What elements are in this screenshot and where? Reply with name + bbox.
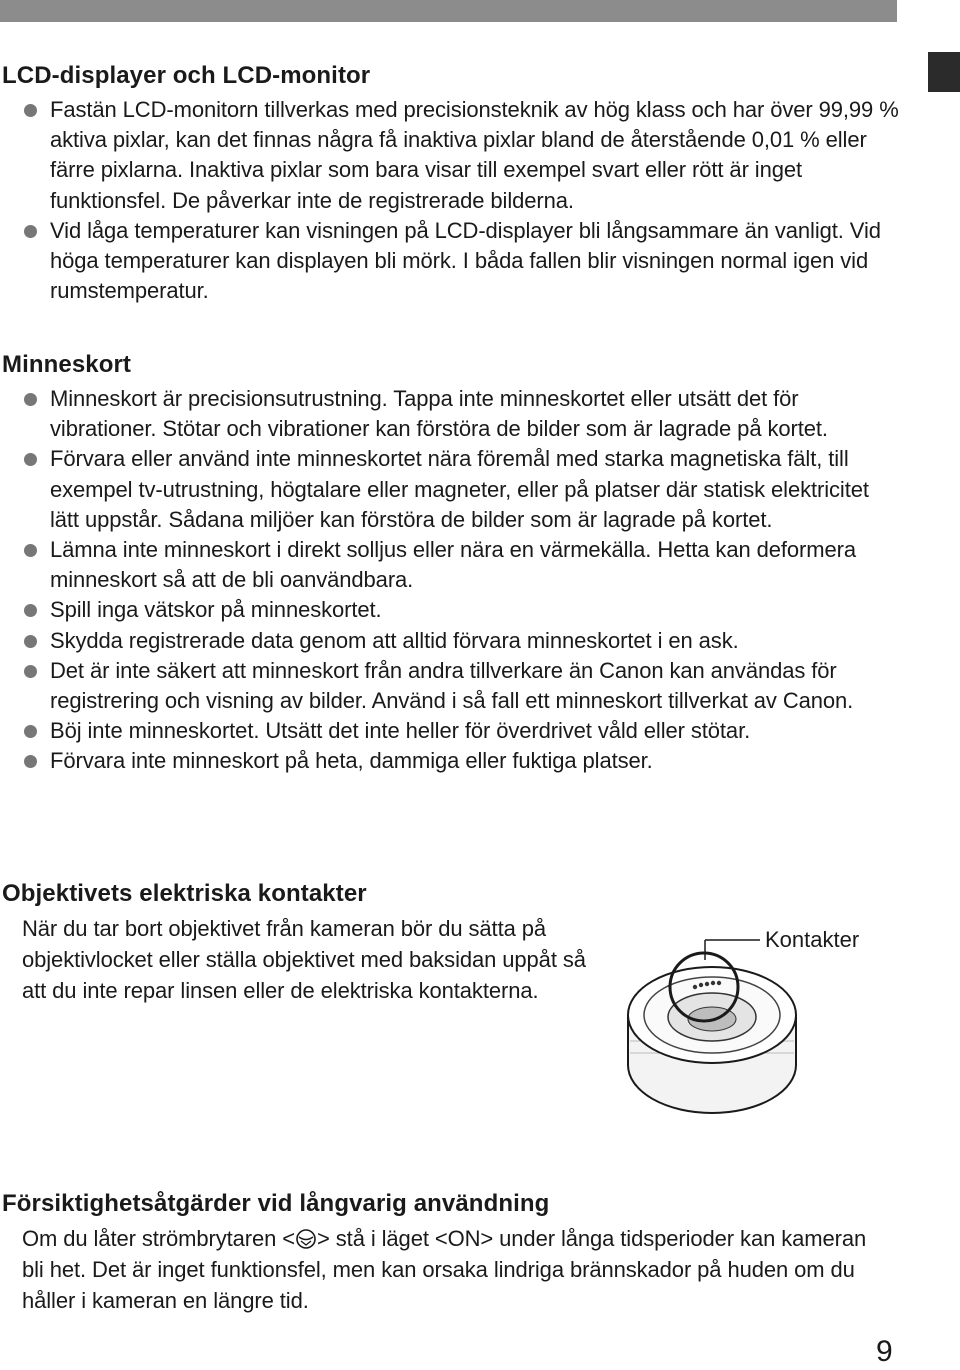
- bullet-icon: [24, 544, 37, 557]
- bullet-icon: [24, 104, 37, 117]
- long-use-paragraph: Om du låter strömbrytaren < > stå i läget <ON> under långa tidsperioder kan kameran bli het. Det är inget funktionsfel, men kan orsaka lindriga brännskador på huden om du håller i kameran en längre tid.: [22, 1226, 867, 1313]
- bullet-icon: [24, 453, 37, 466]
- bullet-icon: [24, 755, 37, 768]
- list-item: Förvara inte minneskort på heta, dammiga eller fuktiga platser.: [0, 746, 900, 776]
- bullet-icon: [24, 665, 37, 678]
- list-item: Förvara eller använd inte minneskortet nära föremål med starka magnetiska fält, till exempel tv-utrustning, högtalare eller magneter, eller på platser där statisk elektricitet lätt uppstår. Sådana miljöer kan förstöra de bilder som är lagrade på kortet.: [0, 444, 900, 535]
- list-item: Böj inte minneskortet. Utsätt det inte heller för överdrivet våld eller stötar.: [0, 716, 900, 746]
- section-title-lcd: LCD-displayer och LCD-monitor: [2, 62, 371, 89]
- memory-bullet-list: [0, 384, 900, 777]
- bullet-icon: [24, 604, 37, 617]
- bullet-icon: [24, 635, 37, 648]
- list-item: Minneskort är precisionsutrustning. Tappa inte minneskortet eller utsätt det för vibrationer. Stötar och vibrationer kan förstöra de bilder som är lagrade på kortet.: [0, 384, 900, 444]
- bullet-icon: [24, 393, 37, 406]
- bullet-icon: [24, 225, 37, 238]
- figure-label-contacts: Kontakter: [765, 927, 860, 952]
- header-bar: [0, 0, 897, 22]
- chapter-tab: [928, 52, 960, 92]
- list-item: Fastän LCD-monitorn tillverkas med precisionsteknik av hög klass och har över 99,99 % aktiva pixlar, kan det finnas några få inaktiva pixlar bland de återstående 0,01 % eller färre pixlarna. Inaktiva pixlar som bara visar till exempel svart eller rött är inget funktionsfel. De påverkar inte de registrerade bilderna.: [0, 95, 900, 216]
- lens-illustration: [600, 915, 930, 1115]
- list-item: Lämna inte minneskort i direkt solljus eller nära en värmekälla. Hetta kan deformera minneskort så att de bli oanvändbara.: [0, 535, 900, 595]
- section-title-lens: Objektivets elektriska kontakter: [2, 880, 367, 907]
- list-item: Vid låga temperaturer kan visningen på LCD-displayer bli långsammare än vanligt. Vid höga temperaturer kan displayen bli mörk. I båda fallen blir visningen normal igen vid rumstemperatur.: [0, 216, 900, 307]
- power-switch-icon: [295, 1228, 317, 1250]
- list-item: Det är inte säkert att minneskort från andra tillverkare än Canon kan användas för registrering och visning av bilder. Använd i så fall ett minneskort tillverkat av Canon.: [0, 656, 900, 716]
- section-title-long-use: Försiktighetsåtgärder vid långvarig användning: [2, 1190, 550, 1217]
- lcd-bullet-list: [0, 95, 900, 306]
- bullet-icon: [24, 725, 37, 738]
- page-number: 9: [876, 1335, 893, 1368]
- list-item: Spill inga vätskor på minneskortet.: [0, 595, 900, 625]
- lens-paragraph: När du tar bort objektivet från kameran bör du sätta på objektivlocket eller ställa objektivet med baksidan uppåt så att du inte repar linsen eller de elektriska kontakterna.: [22, 916, 586, 1003]
- list-item: Skydda registrerade data genom att alltid förvara minneskortet i en ask.: [0, 626, 900, 656]
- section-title-memory: Minneskort: [2, 351, 132, 378]
